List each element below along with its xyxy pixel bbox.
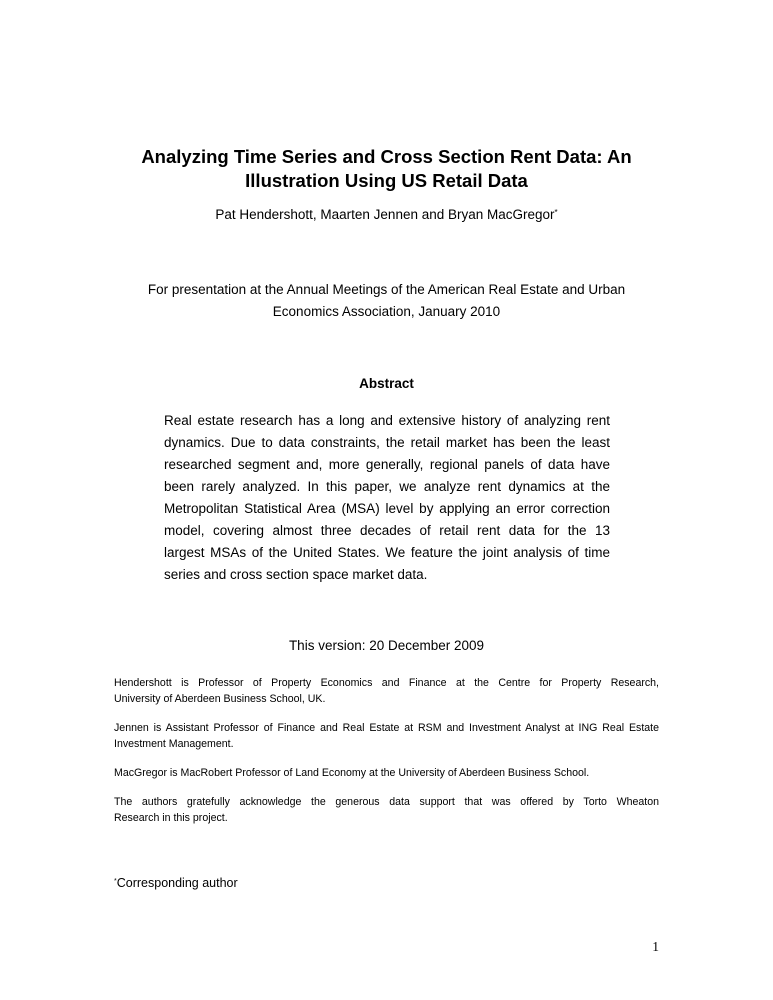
abstract-line: largest MSAs of the United States. We feature the joint analysis of time [164,545,610,560]
corresponding-author-footnote [114,874,238,892]
acknowledgement-note [114,794,659,826]
title-line-2: Illustration Using US Retail Data [245,170,528,191]
abstract-line: researched segment and, more generally, regional panels of data have [164,457,610,472]
author-note-hendershott [114,675,659,707]
author-notes [114,675,659,839]
author-note-macgregor [114,765,659,781]
abstract-line: Real estate research has a long and extensive history of analyzing rent [164,413,610,428]
paper-title [110,145,663,193]
authors-footnote-mark: * [554,208,558,217]
note-line: The authors gratefully acknowledge the generous data support that was offered by Torto Wheaton [114,796,659,808]
authors-names: Pat Hendershott, Maarten Jennen and Bryan MacGregor [215,207,555,222]
abstract-line: model, covering almost three decades of retail rent data for the 13 [164,523,610,538]
title-line-1: Analyzing Time Series and Cross Section Rent Data: An [141,146,632,167]
presentation-line-1: For presentation at the Annual Meetings of the American Real Estate and Urban [147,282,626,297]
note-line: University of Aberdeen Business School, UK. [114,693,326,705]
note-line: Investment Management. [114,738,234,750]
presentation-line-2: Economics Association, January 2010 [272,304,501,319]
note-line: Hendershott is Professor of Property Economics and Finance at the Centre for Property Research, [114,677,659,689]
page-number: 1 [652,939,659,954]
abstract-heading: Abstract [359,376,414,391]
abstract-body [164,410,610,586]
author-note-jennen [114,720,659,752]
corresponding-author-text: Corresponding author [116,876,238,890]
note-line: Research in this project. [114,812,228,824]
abstract-line: been rarely analyzed. In this paper, we analyze rent dynamics at the [164,479,610,494]
abstract-line: dynamics. Due to data constraints, the retail market has been the least [164,435,610,450]
presentation-note [120,279,653,323]
corresponding-footnote-mark: * [114,878,117,885]
abstract-line: Metropolitan Statistical Area (MSA) level by applying an error correction [164,501,610,516]
version-date: This version: 20 December 2009 [288,638,485,653]
abstract-line: series and cross section space market data. [164,567,428,582]
note-line: MacGregor is MacRobert Professor of Land Economy at the University of Aberdeen Business School. [114,767,590,779]
note-line: Jennen is Assistant Professor of Finance and Real Estate at RSM and Investment Analyst at ING Real Estate [114,722,659,734]
authors-line [110,206,663,224]
